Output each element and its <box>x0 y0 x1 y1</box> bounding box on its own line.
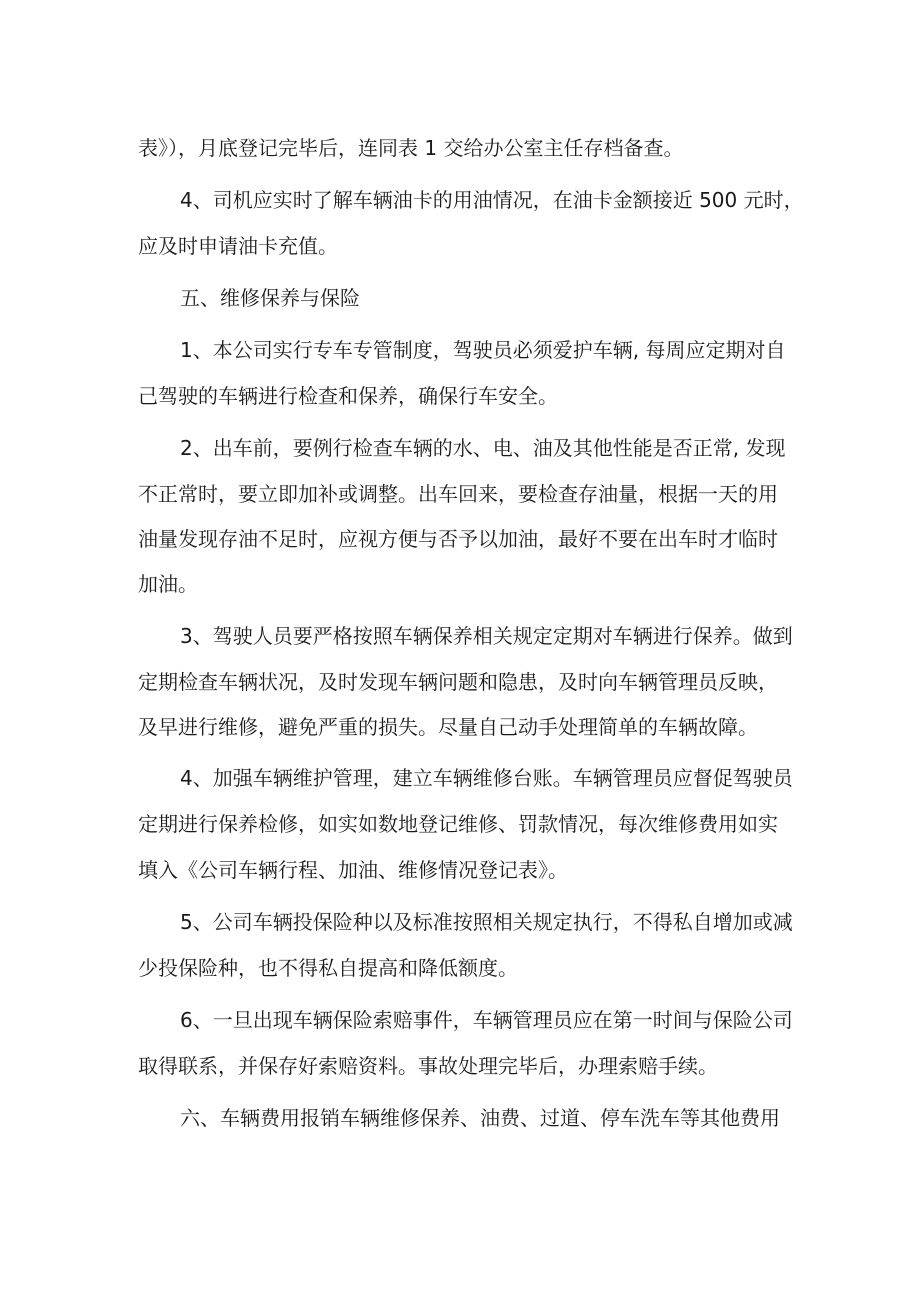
text-line: 表》），月底登记完毕后，连同表 1 交给办公室主任存档备查。 <box>138 136 684 160</box>
section-heading: 五、维修保养与保险 <box>180 286 360 310</box>
text-line: 己驾驶的车辆进行检查和保养，确保行车安全。 <box>138 384 558 408</box>
text-line: 及早进行维修，避免严重的损失。尽量自己动手处理简单的车辆故障。 <box>138 715 758 739</box>
text-line: 加油。 <box>138 572 198 596</box>
text-line: 少投保险种，也不得私自提高和降低额度。 <box>138 956 518 980</box>
text-line: 4、司机应实时了解车辆油卡的用油情况，在油卡金额接近 500 元时， <box>180 188 804 212</box>
text-line: 2、出车前，要例行检查车辆的水、电、油及其他性能是否正常, 发现 <box>180 436 786 460</box>
text-line: 不正常时，要立即加补或调整。出车回来，要检查存油量，根据一天的用 <box>138 482 778 506</box>
text-line: 4、加强车辆维护管理，建立车辆维修台账。车辆管理员应督促驾驶员 <box>180 766 793 790</box>
text-line: 6、一旦出现车辆保险索赔事件，车辆管理员应在第一时间与保险公司 <box>180 1008 793 1032</box>
text-line: 定期进行保养检修，如实如数地登记维修、罚款情况，每次维修费用如实 <box>138 812 778 836</box>
text-line: 油量发现存油不足时，应视方便与否予以加油，最好不要在出车时才临时 <box>138 527 778 551</box>
text-line: 填入《公司车辆行程、加油、维修情况登记表》。 <box>138 858 568 882</box>
text-line: 取得联系，并保存好索赔资料。事故处理完毕后，办理索赔手续。 <box>138 1054 718 1078</box>
text-line: 定期检查车辆状况，及时发现车辆问题和隐患，及时向车辆管理员反映， <box>138 670 778 694</box>
text-line: 3、驾驶人员要严格按照车辆保养相关规定定期对车辆进行保养。做到 <box>180 624 793 648</box>
section-heading: 六、车辆费用报销车辆维修保养、油费、过道、停车洗车等其他费用 <box>180 1106 780 1130</box>
text-line: 应及时申请油卡充值。 <box>138 234 338 258</box>
text-line: 5、公司车辆投保险种以及标准按照相关规定执行，不得私自增加或减 <box>180 910 793 934</box>
text-line: 1、本公司实行专车专管制度，驾驶员必须爱护车辆, 每周应定期对自 <box>180 338 786 362</box>
